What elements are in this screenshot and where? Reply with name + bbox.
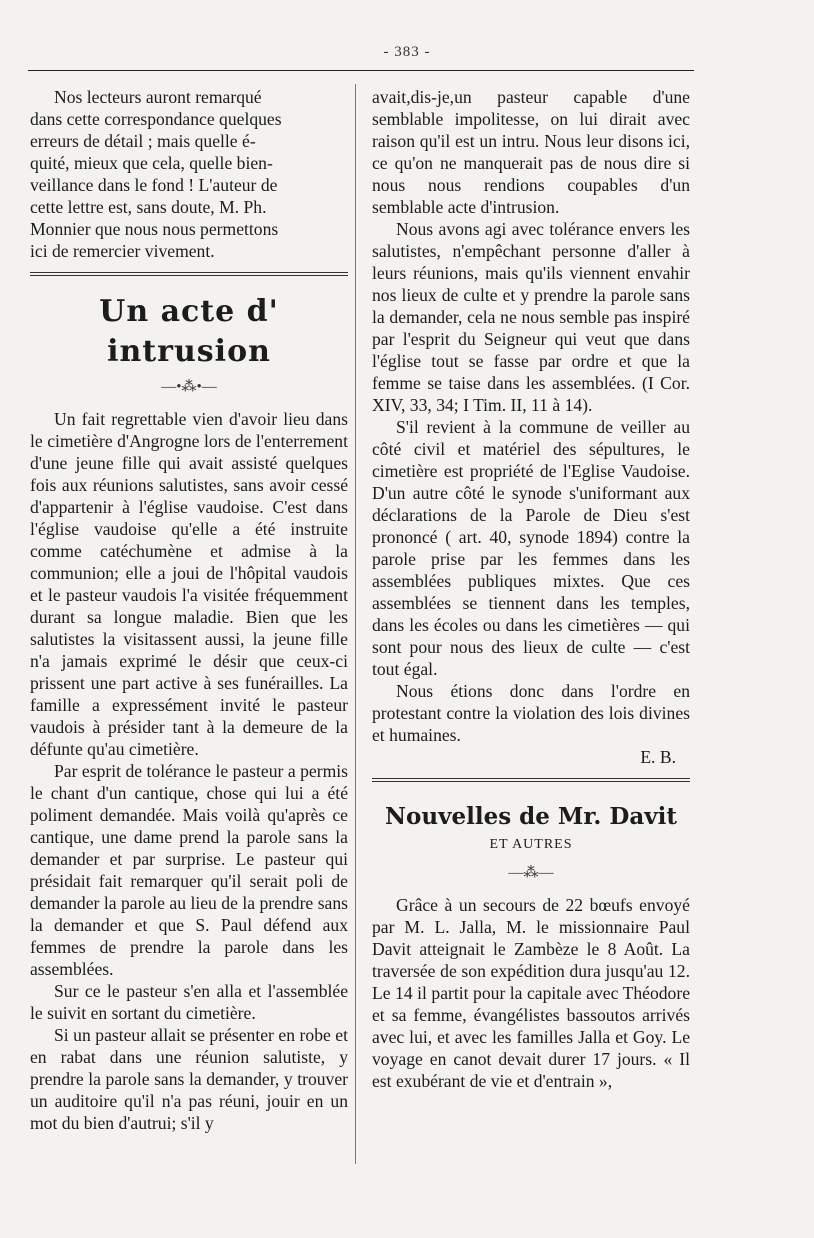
section-divider [372,778,690,782]
ornament: —⁂— [508,865,554,881]
intro-line: erreurs de détail ; mais quelle é- [30,131,256,151]
intro-line: Nos lecteurs auront remarqué [54,87,262,107]
article-subtitle: ET AUTRES [489,837,573,852]
intro-line: ici de remercier vivement. [30,241,215,261]
article-paragraph: Si un pasteur allait se présenter en robe et en rabat dans une réunion salutiste, y prendre la parole sans la demander, y trouver un auditoire qu'il n'a pas réuni, jouir en un mot du bien d'autrui; s'il y [30,1025,348,1133]
author-signature: E. B. [640,747,676,767]
article-paragraph: Sur ce le pasteur s'en alla et l'assemblée le suivit en sortant du cimetière. [30,981,348,1023]
article-paragraph: avait,dis-je,un pasteur capable d'une semblable impolitesse, on lui dirait avec raison qu'il est un intru. Nous leur disons ici, ce qu'on ne manquerait pas de nous dire si nous nous rendions coupables d'un semblable acte d'intrusion. [372,87,690,217]
intro-line: dans cette correspondance quelques [30,109,282,129]
article-paragraph: Nous avons agi avec tolérance envers les salutistes, n'empêchant personne d'aller à leurs réunions, mais qu'ils viennent envahir nos lieux de culte et y prendre la parole sans la demander, cela ne nous semble pas inspiré par l'esprit du Seigneur qui veut que dans l'église tout se fasse par ordre et que la femme se taise dans les assemblées. (I Cor. XIV, 33, 34; I Tim. II, 11 à 14). [372,219,690,415]
article-paragraph: Grâce à un secours de 22 bœufs envoyé par M. L. Jalla, M. le missionnaire Paul Davit atteignait le Zambèze le 8 Août. La traversée de son expédition dura jusqu'au 12. Le 14 il partit pour la capitale avec Théodore et sa femme, évangélistes bassoutos arrivés avec lui, et avec les familles Jalla et Goy. Le voyage en canot devait durer 17 jours. « Il est exubérant de vie et d'entrain », [372,895,690,1091]
article-paragraph: Un fait regrettable vien d'avoir lieu dans le cimetière d'Angrogne lors de l'enterrement d'une jeune fille qui avait assisté quelques fois aux réunions salutistes, sans avoir cessé d'appartenir à l'église vaudoise. C'est dans l'église vaudoise qu'elle a été instruite comme catéchumène et admise à la communion; elle a joui de l'hôpital vaudois et le pasteur vaudois l'a visitée fréquemment durant sa longue maladie. Bien que les salutistes la visitassent aussi, la jeune fille n'a jamais exprimé le désir que ceux-ci prissent une part active à ses funérailles. La famille a expressément invité le pasteur vaudois à présider tant à la demeure de la défunte qu'au cimetière. [30,409,348,759]
intro-line: veillance dans le fond ! L'auteur de [30,175,278,195]
article-title: Un acte d' intrusion [99,294,279,369]
intro-line: Monnier que nous nous permettons [30,219,279,239]
intro-line: quité, mieux que cela, quelle bien- [30,153,273,173]
ornament: —•⁂•— [161,379,217,395]
article-title: Nouvelles de Mr. Davit [385,803,677,830]
column-divider [355,84,356,1164]
article-paragraph: Par esprit de tolérance le pasteur a permis le chant d'un cantique, chose qui lui a été poliment demandée. Mais voilà qu'après ce cantique, une dame prend la parole sans la demander et par surprise. Le pasteur qui présidait fait remarquer qu'il serait poli de demander la parole au lieu de la prendre sans la demander et que S. Paul défend aux femmes de prendre la parole dans les assemblées. [30,761,348,979]
intro-line: cette lettre est, sans doute, M. Ph. [30,197,267,217]
article-paragraph: Nous étions donc dans l'ordre en protestant contre la violation des lois divines et humaines. [372,681,690,745]
right-column [372,86,690,1092]
header-rule [28,70,694,71]
section-divider [30,272,348,276]
page-number: - 383 - [383,44,431,60]
left-column [30,86,348,1134]
article-paragraph: S'il revient à la commune de veiller au côté civil et matériel des sépultures, le cimetière est propriété de l'Eglise Vaudoise. D'un autre côté le synode s'uniformant aux déclarations de la Parole de Dieu s'est prononcé ( art. 40, synode 1894) contre la parole prise par les femmes dans les assemblées publiques mixtes. Que ces assemblées se tiennent dans les temples, dans les écoles ou dans les cimetières — qui sont pour nous des lieux de culte — c'est tout égal. [372,417,690,679]
